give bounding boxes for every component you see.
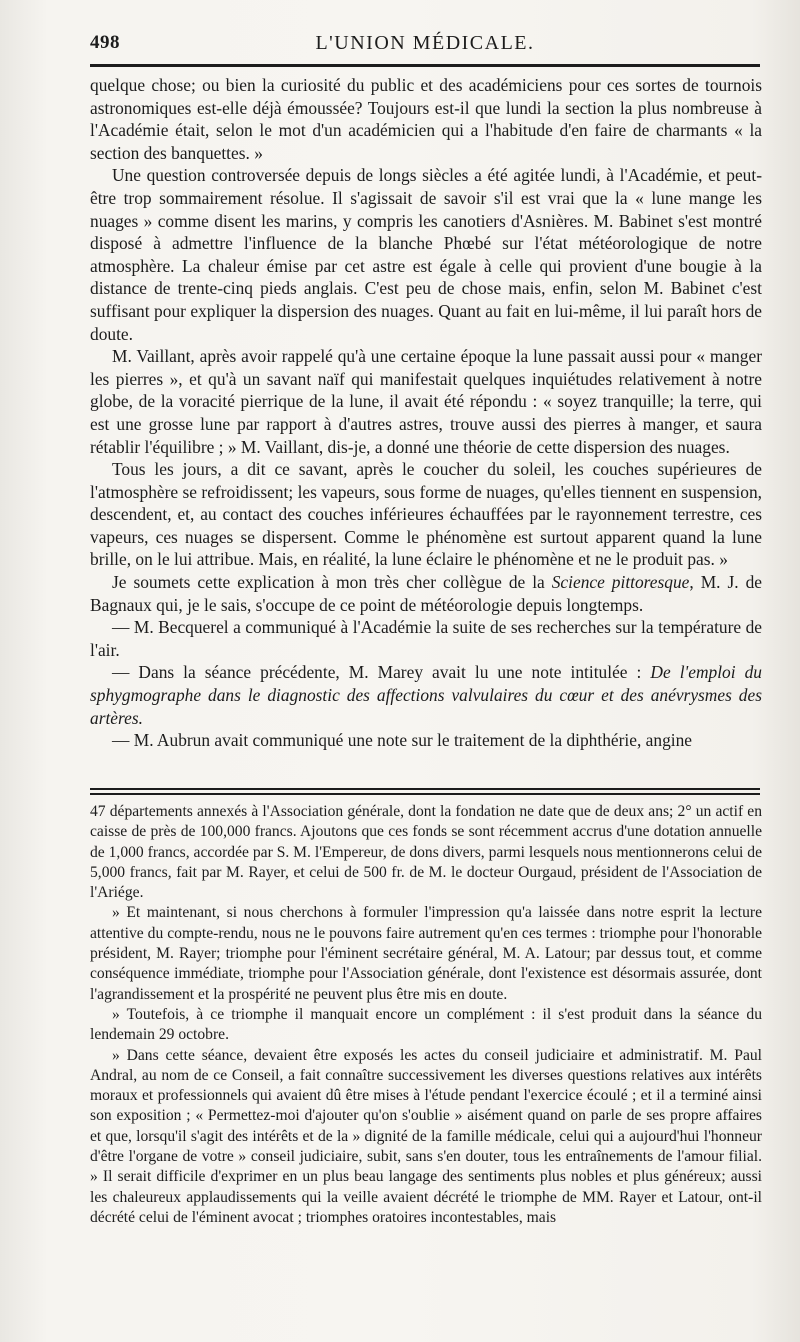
paragraph: [90, 571, 762, 616]
note-title: De l'emploi du sphygmographe dans le diagnostic des affections valvulaires du cœur et des anévrysmes des artères.: [90, 662, 762, 728]
paragraph: Tous les jours, a dit ce savant, après le coucher du soleil, les couches supérieures de l'atmosphère se refroidissent; les vapeurs, sous forme de nuages, qu'elles tiennent en suspension, descendent, et, au contact des couches inférieures échauffées par le rayonnement terrestre, ces vapeurs, ces nuages se dispersent. Comme le phénomène est surtout apparent quand la lune brille, on le lui attribue. Mais, en réalité, la lune éclaire le phénomène et ne le produit pas. »: [90, 459, 762, 570]
page-number: 498: [90, 32, 120, 53]
journal-name: Science pittoresque: [551, 572, 690, 593]
main-article: [90, 74, 762, 752]
header-rule: [90, 64, 760, 67]
text-run: Je soumets cette explication à mon très cher collègue de la: [112, 572, 552, 593]
paragraph: » Et maintenant, si nous cherchons à formuler l'impression qu'a laissée dans notre esprit la lecture attentive du compte-rendu, nous ne le pouvons faire autrement qu'en ces termes : triomphe pour l'honorable président, M. Rayer; triomphe pour l'éminent secrétaire général, M. A. Latour; par dessus tout, et comme conséquence immédiate, triomphe pour l'Association générale, dont l'existence est désormais assurée, dont l'agrandissement et la prospérité ne peuvent plus être mis en doute.: [90, 904, 762, 1003]
paragraph: » Toutefois, à ce triomphe il manquait encore un complément : il s'est produit dans la séance du lendemain 29 octobre.: [90, 1005, 762, 1044]
text-run: , M. J. de Bagnaux qui, je le sais, s'occupe de ce point de météorologie depuis longtemps.: [90, 572, 762, 615]
paragraph: — M. Aubrun avait communiqué une note sur le traitement de la diphthérie, angine: [112, 730, 693, 751]
paragraph: [90, 661, 762, 729]
paragraph: » Dans cette séance, devaient être exposés les actes du conseil judiciaire et administratif. M. Paul Andral, au nom de ce Conseil, a fait connaître successivement les diverses questions relatives aux intérêts moraux et professionnels qui avaient dû être mises à l'étude pendant l'exercice écoulé ; et il a terminé ainsi son exposition ; « Permettez-moi d'ajouter qu'on s'oublie » aisément quand on parle de ses propre affaires et que, lorsqu'il s'agit des intérêts et de la » dignité de la famille médicale, celui qui a aujourd'hui l'honneur d'être l'organe de votre » conseil judiciaire, subit, sans s'en douter, tous les entraînements de l'amour filial. » Il serait difficile d'exprimer en un plus beau langage des sentiments plus nobles et plus généreux; aussi les chaleureux applaudissements qui la veille avaient décrété le triomphe de MM. Rayer et Latour, ont-il décrété celui de l'éminent avocat ; triomphes oratoires incontestables, mais: [90, 1046, 762, 1226]
paragraph: — M. Becquerel a communiqué à l'Académie la suite de ses recherches sur la température de l'air.: [90, 617, 762, 660]
feuilleton-rule: [90, 788, 760, 795]
paragraph: M. Vaillant, après avoir rappelé qu'à une certaine époque la lune passait aussi pour « manger les pierres », et qu'à un savant naïf qui manifestait quelques inquiétudes relativement à notre globe, de la voracité pierrique de la lune, il avait été répondu : « soyez tranquille; la terre, qui est une grosse lune par rapport à d'autres astres, trouve aussi des pierres à manger, et saura rétablir l'équilibre ; » M. Vaillant, dis-je, a donné une théorie de cette dispersion des nuages.: [90, 346, 762, 457]
feuilleton-section: [90, 802, 762, 1228]
running-header: [90, 28, 760, 62]
journal-title: L'UNION MÉDICALE.: [315, 32, 535, 54]
text-run: — Dans la séance précédente, M. Marey avait lu une note intitulée :: [112, 662, 651, 683]
paragraph: 47 départements annexés à l'Association générale, dont la fondation ne date que de deux ans; 2° un actif en caisse de près de 100,000 francs. Ajoutons que ces fonds se sont récemment accrus d'une dotation annuelle de 1,000 francs, accordée par S. M. l'Empereur, de dons divers, parmi lesquels nous mentionnerons celui de 5,000 francs, fait par M. Rayer, et celui de 500 fr. de M. le docteur Ourgaud, président de l'Association de l'Ariége.: [90, 803, 762, 902]
paragraph: Une question controversée depuis de longs siècles a été agitée lundi, à l'Académie, et peut-être trop sommairement résolue. Il s'agissait de savoir s'il est vrai que la « lune mange les nuages » comme disent les marins, y compris les canotiers d'Asnières. M. Babinet s'est montré disposé à admettre l'influence de la blanche Phœbé sur l'état météorologique de notre atmosphère. La chaleur émise par cet astre est égale à celle qui provient d'une bougie à la distance de trente-cinq pieds anglais. C'est peu de chose mais, enfin, selon M. Babinet c'est suffisant pour expliquer la dispersion des nuages. Quant au fait en lui-même, il lui paraît hors de doute.: [90, 165, 762, 344]
paragraph: quelque chose; ou bien la curiosité du public et des académiciens pour ces sortes de tournois astronomiques est-elle déjà émoussée? Toujours est-il que lundi la section la plus nombreuse à l'Académie était, selon le mot d'un académicien qui a l'habitude d'en faire de charmants « la section des banquettes. »: [90, 75, 762, 163]
